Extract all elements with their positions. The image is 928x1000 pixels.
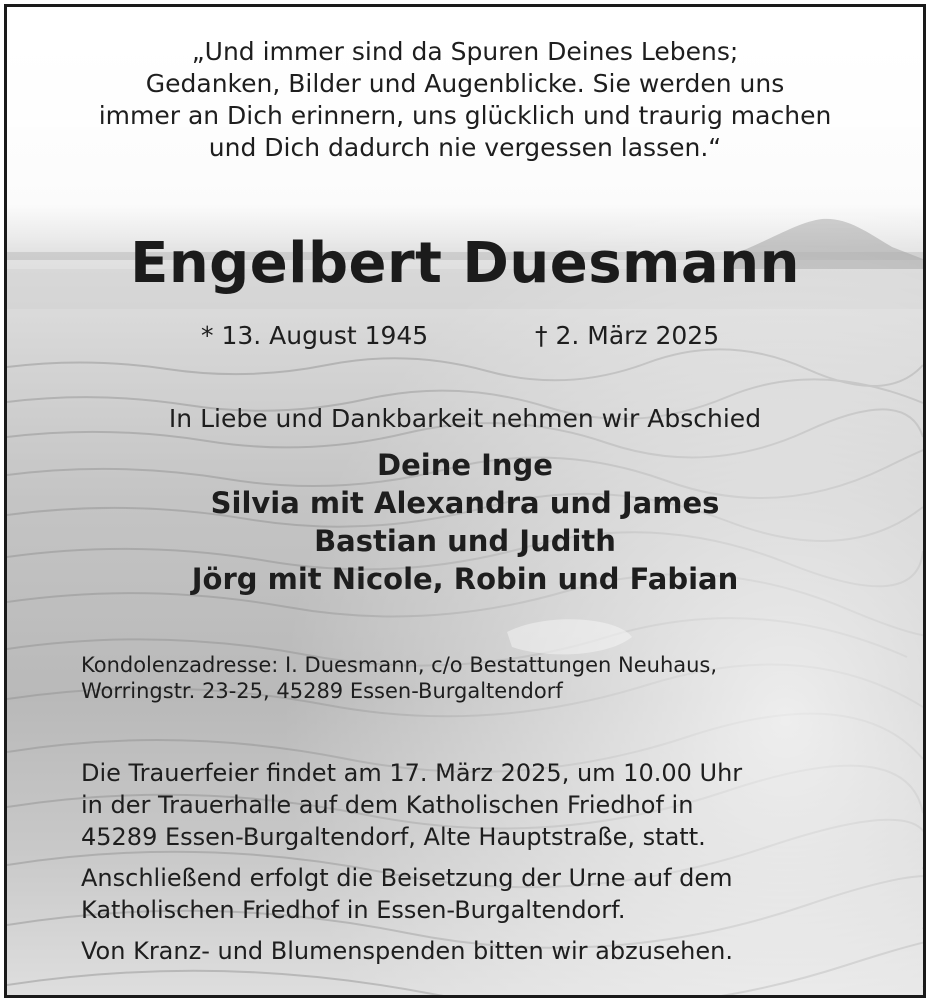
quote-line: und Dich dadurch nie vergessen lassen.“ bbox=[208, 133, 722, 162]
condolence-address-line: Worringstr. 23-25, 45289 Essen-Burgaltendorf bbox=[81, 679, 563, 703]
death-date: † 2. März 2025 bbox=[535, 321, 720, 350]
condolence-address-line: Kondolenzadresse: I. Duesmann, c/o Bestattungen Neuhaus, bbox=[81, 653, 718, 677]
obituary-card bbox=[4, 4, 926, 998]
family-member: Silvia mit Alexandra und James bbox=[210, 486, 720, 520]
birth-date: * 13. August 1945 bbox=[201, 321, 429, 350]
burial-text-line: Anschließend erfolgt die Beisetzung der Urne auf dem bbox=[81, 864, 733, 892]
ceremony-text-line: Die Trauerfeier findet am 17. März 2025, um 10.00 Uhr bbox=[81, 759, 743, 787]
quote-line: „Und immer sind da Spuren Deines Lebens; bbox=[191, 37, 739, 66]
farewell-text: In Liebe und Dankbarkeit nehmen wir Abschied bbox=[168, 404, 762, 433]
family-member: Jörg mit Nicole, Robin und Fabian bbox=[191, 562, 739, 596]
deceased-name: Engelbert Duesmann bbox=[130, 231, 800, 296]
quote-line: immer an Dich erinnern, uns glücklich und traurig machen bbox=[98, 101, 832, 130]
family-member: Bastian und Judith bbox=[314, 524, 616, 558]
ceremony-text-line: in der Trauerhalle auf dem Katholischen Friedhof in bbox=[81, 791, 694, 819]
quote-line: Gedanken, Bilder und Augenblicke. Sie werden uns bbox=[145, 69, 785, 98]
family-member: Deine Inge bbox=[377, 448, 553, 482]
ceremony-text-line: 45289 Essen-Burgaltendorf, Alte Hauptstraße, statt. bbox=[81, 823, 706, 851]
flowers-note: Von Kranz- und Blumenspenden bitten wir abzusehen. bbox=[81, 937, 733, 965]
burial-text-line: Katholischen Friedhof in Essen-Burgaltendorf. bbox=[81, 896, 626, 924]
